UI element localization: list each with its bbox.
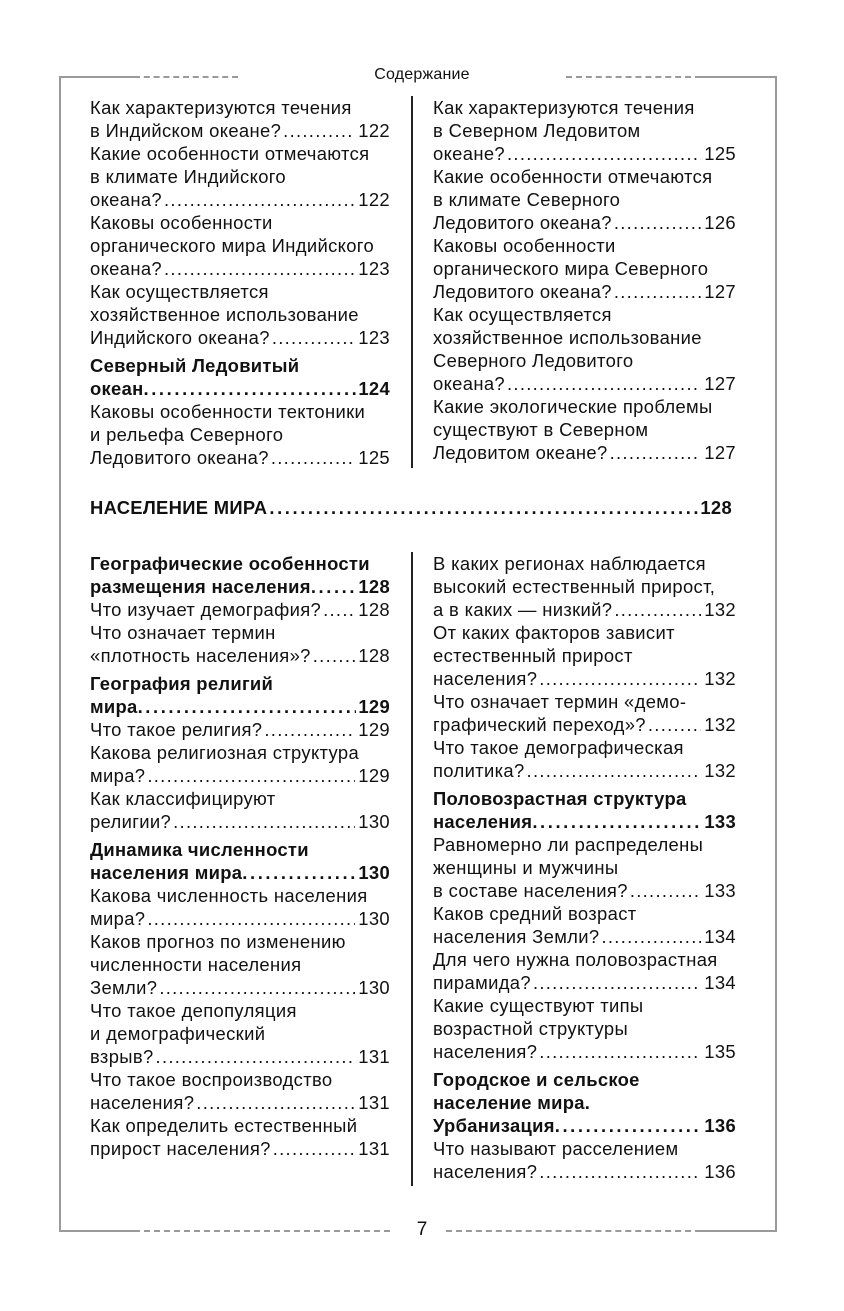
leader-dots	[507, 372, 701, 395]
toc-entry-last-line	[90, 188, 390, 211]
toc-entry-line: Как осуществляется	[90, 281, 269, 302]
toc-entry-line: Динамика численности	[90, 839, 309, 860]
page-number: 7	[416, 1219, 428, 1240]
toc-entry-last-line	[90, 119, 390, 142]
toc-entry-line: Что такое депопуляция	[90, 1000, 297, 1021]
leader-dots	[532, 810, 702, 833]
toc-entry-last-line	[433, 598, 736, 621]
toc-entry-line: высокий естественный прирост,	[433, 576, 716, 597]
toc-entry-last-line	[433, 211, 736, 234]
toc-page-number: 133	[704, 880, 736, 901]
toc-entry[interactable]	[90, 1114, 390, 1160]
toc-entry-last-line	[90, 598, 390, 621]
leader-dots	[144, 377, 357, 400]
toc-entry-last-line	[90, 718, 390, 741]
toc-entry-line: хозяйственное использование	[90, 304, 359, 325]
toc-entry-line: Каковы особенности	[90, 212, 273, 233]
toc-page-number: 136	[704, 1161, 736, 1182]
toc-entry-text: Земли?	[90, 977, 158, 998]
toc-page-number: 128	[358, 645, 390, 666]
toc-entry[interactable]	[433, 165, 736, 234]
toc-entry-line: органического мира Северного	[433, 258, 709, 279]
part-page-number: 128	[700, 497, 732, 518]
leader-dots	[173, 810, 355, 833]
toc-entry-line: Как определить естественный	[90, 1115, 358, 1136]
toc-entry-line: Что такое воспроизводство	[90, 1069, 333, 1090]
toc-part-heading[interactable]	[90, 496, 732, 519]
toc-page-number: 132	[704, 668, 736, 689]
toc-entry-line: Какие особенности отмечаются	[90, 143, 370, 164]
toc-entry-line: Какие существуют типы	[433, 995, 644, 1016]
leader-dots	[242, 861, 356, 884]
toc-entry[interactable]	[90, 142, 390, 211]
toc-entry-text: океан	[90, 378, 144, 399]
toc-entry[interactable]	[433, 96, 736, 165]
toc-entry-line: Каков прогноз по изменению	[90, 931, 346, 952]
toc-entry[interactable]	[90, 930, 390, 999]
toc-entry[interactable]	[90, 211, 390, 280]
toc-entry-line: Половозрастная структура	[433, 788, 687, 809]
toc-entry-last-line	[433, 1160, 736, 1183]
toc-entry-text: населения?	[433, 668, 538, 689]
toc-entry-text: мира?	[90, 908, 146, 929]
toc-entry-text: Индийского океана?	[90, 327, 270, 348]
toc-page-number: 130	[358, 908, 390, 929]
toc-entry-line: в Северном Ледовитом	[433, 120, 641, 141]
toc-entry-text: населения?	[90, 1092, 195, 1113]
leader-dots	[533, 971, 701, 994]
toc-section[interactable]	[433, 787, 736, 833]
column-divider-top	[411, 96, 413, 468]
toc-entry-line: Какова численность населения	[90, 885, 368, 906]
leader-dots	[507, 142, 701, 165]
toc-bottom-left-column	[90, 552, 390, 1160]
toc-entry-last-line	[90, 377, 390, 400]
toc-entry-last-line	[433, 810, 736, 833]
leader-dots	[539, 667, 701, 690]
toc-entry[interactable]	[433, 1137, 736, 1183]
toc-entry-line: возрастной структуры	[433, 1018, 629, 1039]
toc-entry-line: население мира.	[433, 1092, 591, 1113]
toc-entry-text: Что изучает демография?	[90, 599, 322, 620]
toc-entry-text: размещения населения	[90, 576, 311, 597]
toc-page-number: 123	[358, 258, 390, 279]
toc-page-number: 134	[704, 926, 736, 947]
toc-entry-line: Как характеризуются течения	[90, 97, 352, 118]
leader-dots	[601, 925, 701, 948]
toc-entry-text: мира	[90, 696, 138, 717]
leader-dots	[147, 764, 355, 787]
toc-page-number: 130	[358, 811, 390, 832]
toc-entry-line: Равномерно ли распределены	[433, 834, 704, 855]
toc-entry-line: Какие экологические проблемы	[433, 396, 713, 417]
toc-entry[interactable]	[433, 303, 736, 395]
toc-entry-text: населения мира	[90, 862, 243, 883]
toc-entry-text: океана?	[90, 258, 162, 279]
toc-entry-text: мира?	[90, 765, 146, 786]
toc-entry-last-line	[433, 441, 736, 464]
toc-entry-last-line	[433, 971, 736, 994]
toc-entry-line: женщины и мужчины	[433, 857, 619, 878]
toc-entry-text: Урбанизация	[433, 1115, 555, 1136]
toc-entry-last-line	[90, 810, 390, 833]
toc-entry-line: Что называют расселением	[433, 1138, 679, 1159]
toc-entry-line: Какие особенности отмечаются	[433, 166, 713, 187]
toc-entry-line: Северного Ледовитого	[433, 350, 634, 371]
toc-entry-last-line	[90, 976, 390, 999]
toc-entry[interactable]	[90, 621, 390, 667]
toc-page-number: 134	[704, 972, 736, 993]
leader-dots	[269, 496, 698, 519]
toc-entry-last-line	[433, 1040, 736, 1063]
toc-entry-line: естественный прирост	[433, 645, 633, 666]
leader-dots	[630, 879, 701, 902]
toc-entry[interactable]	[433, 994, 736, 1063]
toc-entry-last-line	[90, 257, 390, 280]
toc-section[interactable]	[90, 552, 390, 598]
toc-entry[interactable]	[90, 280, 390, 349]
toc-entry[interactable]	[90, 787, 390, 833]
toc-page-number: 132	[704, 714, 736, 735]
leader-dots	[311, 575, 357, 598]
toc-entry-last-line	[90, 1091, 390, 1114]
toc-entry-text: населения	[433, 811, 533, 832]
toc-page-number: 122	[358, 120, 390, 141]
toc-entry-last-line	[433, 879, 736, 902]
toc-entry-last-line	[90, 1045, 390, 1068]
toc-entry-last-line	[90, 446, 390, 469]
part-title: НАСЕЛЕНИЕ МИРА	[90, 497, 268, 518]
toc-entry-line: Каков средний возраст	[433, 903, 637, 924]
toc-page-number: 124	[358, 378, 390, 399]
leader-dots	[313, 644, 356, 667]
leader-dots	[610, 441, 702, 464]
toc-entry-text: населения Земли?	[433, 926, 600, 947]
toc-entry[interactable]	[433, 621, 736, 690]
toc-page-number: 131	[358, 1138, 390, 1159]
toc-entry-line: География религий	[90, 673, 274, 694]
toc-top-left-column	[90, 96, 390, 469]
leader-dots	[156, 1045, 356, 1068]
toc-page-number: 125	[704, 143, 736, 164]
toc-entry-last-line	[90, 764, 390, 787]
toc-entry[interactable]	[90, 598, 390, 621]
leader-dots	[147, 907, 355, 930]
leader-dots	[648, 713, 701, 736]
toc-entry[interactable]	[433, 234, 736, 303]
toc-entry-text: населения?	[433, 1161, 538, 1182]
toc-entry-line: и рельефа Северного	[90, 424, 284, 445]
toc-entry-text: Ледовитого океана?	[433, 212, 612, 233]
toc-entry-line: Северный Ледовитый	[90, 355, 300, 376]
toc-entry-text: в составе населения?	[433, 880, 628, 901]
leader-dots	[614, 598, 701, 621]
toc-entry[interactable]	[90, 999, 390, 1068]
toc-page-number: 136	[704, 1115, 736, 1136]
toc-entry-line: Что означает термин «демо-	[433, 691, 687, 712]
toc-entry-text: политика?	[433, 760, 525, 781]
toc-entry[interactable]	[90, 400, 390, 469]
toc-page-number: 132	[704, 599, 736, 620]
toc-entry-line: в климате Северного	[433, 189, 621, 210]
toc-entry-text: пирамида?	[433, 972, 531, 993]
toc-entry-text: Что такое религия?	[90, 719, 263, 740]
toc-top-right-column	[433, 96, 736, 464]
toc-entry-last-line	[433, 280, 736, 303]
leader-dots	[273, 1137, 356, 1160]
toc-entry-line: существуют в Северном	[433, 419, 649, 440]
leader-dots	[283, 119, 355, 142]
toc-page-number: 122	[358, 189, 390, 210]
frame-right-border	[775, 76, 777, 1232]
toc-entry-last-line	[433, 759, 736, 782]
toc-entry-line: и демографический	[90, 1023, 266, 1044]
toc-entry[interactable]	[90, 884, 390, 930]
toc-page-number: 129	[358, 719, 390, 740]
toc-page-number: 130	[358, 862, 390, 883]
leader-dots	[539, 1160, 701, 1183]
toc-page-number: 126	[704, 212, 736, 233]
leader-dots	[272, 326, 355, 349]
toc-page-number: 131	[358, 1046, 390, 1067]
toc-page-number: 123	[358, 327, 390, 348]
toc-entry-last-line	[433, 925, 736, 948]
toc-entry-line: Каковы особенности тектоники	[90, 401, 366, 422]
toc-entry-text: «плотность населения»?	[90, 645, 311, 666]
toc-entry-line: Географические особенности	[90, 553, 370, 574]
leader-dots	[271, 446, 355, 469]
toc-entry-last-line	[433, 713, 736, 736]
leader-dots	[159, 976, 355, 999]
frame-left-border	[59, 76, 61, 1232]
toc-page-number: 125	[358, 447, 390, 468]
toc-entry-last-line	[433, 1114, 736, 1137]
toc-entry-text: океане?	[433, 143, 505, 164]
toc-page-number: 127	[704, 442, 736, 463]
leader-dots	[164, 257, 355, 280]
toc-page-number: 127	[704, 373, 736, 394]
toc-page-number: 135	[704, 1041, 736, 1062]
toc-entry-line: в климате Индийского	[90, 166, 287, 187]
toc-entry-line: органического мира Индийского	[90, 235, 375, 256]
toc-page-number: 127	[704, 281, 736, 302]
toc-entry-text: Ледовитого океана?	[90, 447, 269, 468]
toc-page-number: 128	[358, 576, 390, 597]
toc-entry-line: Как характеризуются течения	[433, 97, 695, 118]
toc-entry-line: Как классифицируют	[90, 788, 276, 809]
toc-entry[interactable]	[90, 96, 390, 142]
toc-section[interactable]	[90, 354, 390, 400]
toc-entry-last-line	[90, 1137, 390, 1160]
toc-entry-last-line	[90, 575, 390, 598]
toc-entry-last-line	[90, 907, 390, 930]
leader-dots	[264, 718, 355, 741]
toc-entry[interactable]	[433, 833, 736, 902]
leader-dots	[164, 188, 355, 211]
toc-entry-text: религии?	[90, 811, 172, 832]
toc-page-number: 132	[704, 760, 736, 781]
leader-dots	[614, 211, 701, 234]
leader-dots	[614, 280, 701, 303]
toc-entry-line: Что означает термин	[90, 622, 276, 643]
toc-entry-last-line	[433, 372, 736, 395]
toc-entry-last-line	[90, 644, 390, 667]
toc-entry-line: Что такое демографическая	[433, 737, 684, 758]
toc-section[interactable]	[90, 672, 390, 718]
leader-dots	[138, 695, 357, 718]
toc-entry[interactable]	[90, 718, 390, 741]
column-divider-bottom	[411, 552, 413, 1186]
toc-entry-line: Какова религиозная структура	[90, 742, 360, 763]
toc-bottom-right-column	[433, 552, 736, 1183]
toc-entry-text: населения?	[433, 1041, 538, 1062]
toc-entry-line: Для чего нужна половозрастная	[433, 949, 718, 970]
page-header-title: Содержание	[374, 66, 470, 83]
toc-entry-line: В каких регионах наблюдается	[433, 553, 706, 574]
leader-dots	[527, 759, 702, 782]
toc-page-number: 131	[358, 1092, 390, 1113]
toc-entry-text: Ледовитом океане?	[433, 442, 608, 463]
toc-entry[interactable]	[433, 948, 736, 994]
toc-entry-last-line	[90, 861, 390, 884]
toc-entry-text: океана?	[433, 373, 505, 394]
toc-entry[interactable]	[433, 395, 736, 464]
toc-entry-text: графический переход»?	[433, 714, 646, 735]
toc-entry-line: Как осуществляется	[433, 304, 612, 325]
toc-entry-text: океана?	[90, 189, 162, 210]
toc-page-number: 129	[358, 696, 390, 717]
toc-entry-line: От каких факторов зависит	[433, 622, 675, 643]
toc-page-number: 133	[704, 811, 736, 832]
toc-entry[interactable]	[433, 552, 736, 621]
toc-entry-last-line	[90, 326, 390, 349]
toc-entry-line: численности населения	[90, 954, 302, 975]
toc-entry[interactable]	[433, 902, 736, 948]
toc-section[interactable]	[90, 838, 390, 884]
toc-entry[interactable]	[433, 690, 736, 736]
toc-entry-line: Каковы особенности	[433, 235, 616, 256]
toc-entry-text: взрыв?	[90, 1046, 154, 1067]
toc-page-number: 128	[358, 599, 390, 620]
leader-dots	[196, 1091, 355, 1114]
toc-page-number: 130	[358, 977, 390, 998]
toc-section[interactable]	[433, 1068, 736, 1137]
toc-entry[interactable]	[90, 741, 390, 787]
toc-entry-last-line	[433, 667, 736, 690]
toc-entry-text: а в каких — низкий?	[433, 599, 613, 620]
leader-dots	[323, 598, 355, 621]
toc-entry-last-line	[90, 695, 390, 718]
toc-entry-line: Городское и сельское	[433, 1069, 640, 1090]
toc-page-number: 129	[358, 765, 390, 786]
toc-entry-line: хозяйственное использование	[433, 327, 702, 348]
toc-entry-text: в Индийском океане?	[90, 120, 282, 141]
leader-dots	[555, 1114, 703, 1137]
toc-entry[interactable]	[90, 1068, 390, 1114]
toc-entry-last-line	[433, 142, 736, 165]
leader-dots	[539, 1040, 701, 1063]
toc-entry[interactable]	[433, 736, 736, 782]
toc-entry-text: прирост населения?	[90, 1138, 271, 1159]
toc-entry-text: Ледовитого океана?	[433, 281, 612, 302]
